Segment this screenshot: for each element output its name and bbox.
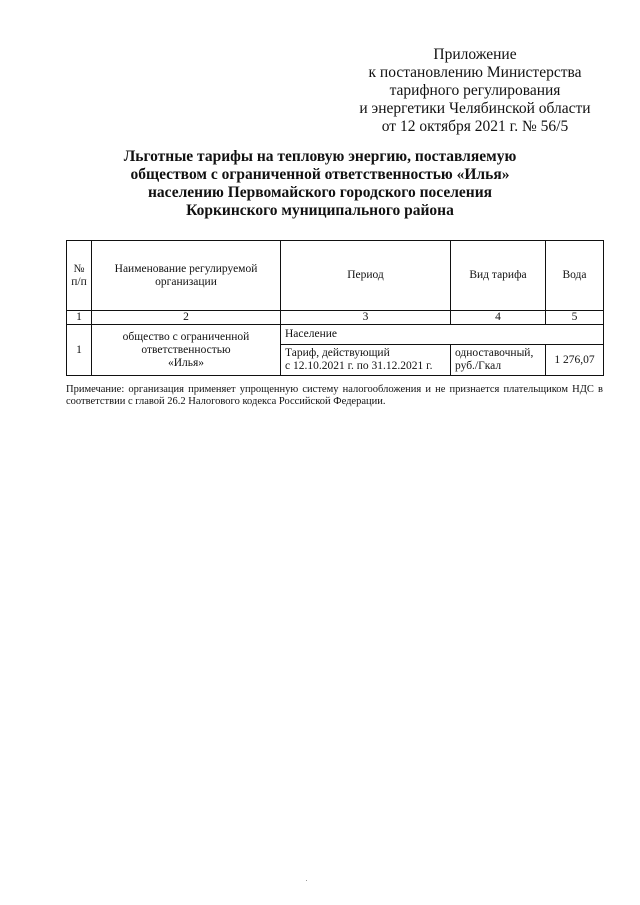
appendix-line: тарифного регулирования	[389, 82, 561, 99]
col-number: 5	[546, 311, 604, 325]
appendix-block	[340, 46, 610, 136]
header-period: Период	[281, 241, 451, 311]
row-num: 1	[67, 325, 92, 376]
scan-speck	[306, 880, 307, 881]
row-group: Население	[281, 325, 604, 345]
column-number-row	[67, 311, 604, 325]
header-row	[67, 241, 604, 311]
tariff-table	[66, 240, 604, 376]
title-line: Коркинского муниципального района	[186, 202, 454, 219]
row-org: общество с ограниченной ответственностью «Илья»	[92, 325, 281, 376]
table-row	[67, 325, 604, 345]
appendix-line: Приложение	[433, 46, 517, 63]
col-number: 3	[281, 311, 451, 325]
col-number: 1	[67, 311, 92, 325]
header-tariff-type: Вид тарифа	[451, 241, 546, 311]
header-org: Наименование регулируемой организации	[92, 241, 281, 311]
row-period: Тариф, действующий с 12.10.2021 г. по 31.12.2021 г.	[281, 345, 451, 376]
col-number: 4	[451, 311, 546, 325]
header-num: № п/п	[67, 241, 92, 311]
note-text: Примечание: организация применяет упрощенную систему налогообложения и не признается плательщиком НДС в соответствии с главой 26.2 Налогового кодекса Российской Федерации.	[66, 384, 603, 407]
document-title	[80, 148, 560, 220]
col-number: 2	[92, 311, 281, 325]
row-tariff-type: одноставочный, руб./Гкал	[451, 345, 546, 376]
title-line: Льготные тарифы на тепловую энергию, поставляемую	[123, 148, 517, 165]
title-line: населению Первомайского городского поселения	[147, 184, 493, 201]
appendix-line: от 12 октября 2021 г. № 56/5	[381, 118, 569, 135]
row-water: 1 276,07	[546, 345, 604, 376]
title-line: обществом с ограниченной ответственностью «Илья»	[130, 166, 510, 183]
appendix-line: и энергетики Челябинской области	[359, 100, 591, 117]
header-water: Вода	[546, 241, 604, 311]
appendix-line: к постановлению Министерства	[368, 64, 582, 81]
